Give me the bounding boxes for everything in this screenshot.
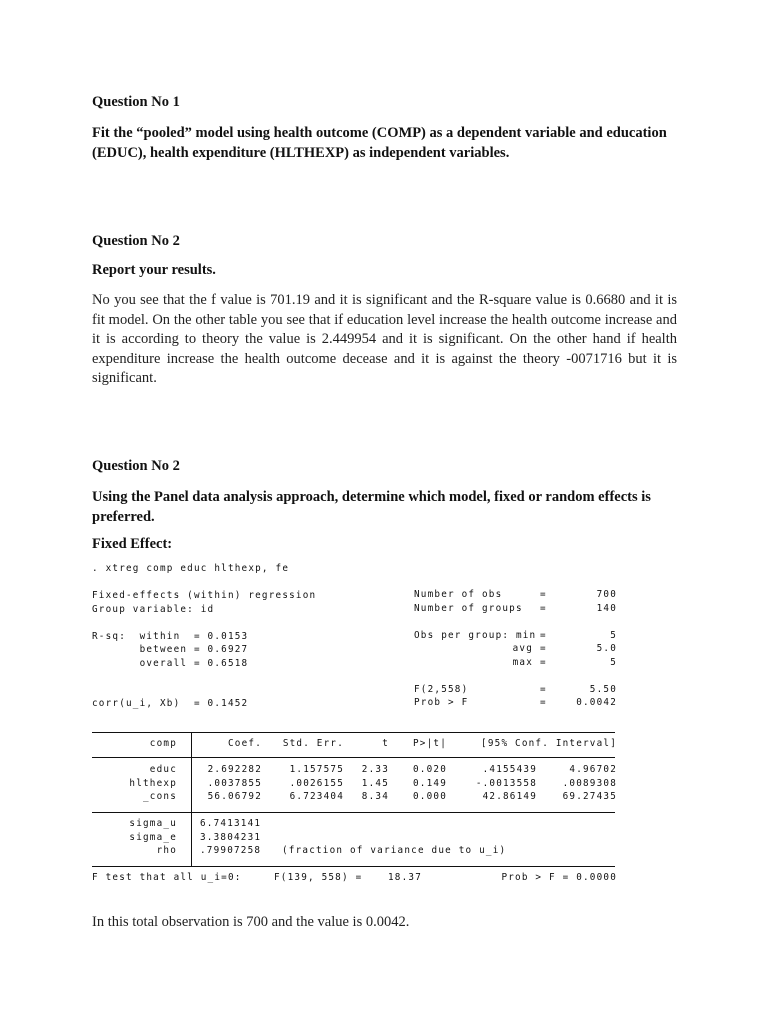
row-se: 1.157575 xyxy=(289,764,344,775)
column-header-coef: Coef. xyxy=(228,738,262,749)
header-left-line: between = 0.6927 xyxy=(92,644,249,655)
header-right-eq: = xyxy=(540,643,547,654)
ftest-label: F test that all u_i=0: xyxy=(92,872,242,883)
sigma-value: .79907258 xyxy=(200,845,262,856)
ftest-stat: F(139, 558) = xyxy=(274,872,363,883)
header-left-line: R-sq: within = 0.0153 xyxy=(92,630,249,642)
header-right-eq: = xyxy=(540,602,547,614)
header-right-value: 140 xyxy=(596,602,617,614)
sigma-var: sigma_e xyxy=(129,831,177,843)
row-ci-low: 42.86149 xyxy=(482,791,537,802)
row-t: 8.34 xyxy=(361,791,389,802)
header-right-label: max xyxy=(512,656,533,668)
row-t: 2.33 xyxy=(361,764,389,775)
header-left-line: Group variable: id xyxy=(92,603,215,615)
column-header-t: t xyxy=(382,738,389,749)
sigma-value: 3.3804231 xyxy=(200,831,262,843)
column-header-ci: [95% Conf. Interval] xyxy=(481,738,617,749)
rho-note: (fraction of variance due to u_i) xyxy=(282,845,507,856)
header-right-eq: = xyxy=(540,629,547,641)
row-se: 6.723404 xyxy=(289,791,344,802)
row-ci-low: -.0013558 xyxy=(475,777,537,789)
header-right-label: Number of groups xyxy=(414,602,523,614)
row-coef: .0037855 xyxy=(207,777,262,789)
row-ci-low: .4155439 xyxy=(482,764,537,775)
row-t: 1.45 xyxy=(361,777,389,789)
header-right-eq: = xyxy=(540,656,547,668)
header-left-line: Fixed-effects (within) regression xyxy=(92,590,317,601)
question-1-text: Fit the “pooled” model using health outcome (COMP) as a dependent variable and education (EDUC), health expenditure (HLTHEXP) as independent variables. xyxy=(92,125,667,161)
row-coef: 2.692282 xyxy=(207,764,262,775)
header-right-value: 5 xyxy=(610,629,617,641)
header-right-value: 5 xyxy=(610,656,617,668)
question-3-heading: Question No 2 xyxy=(92,458,180,474)
fixed-effect-label: Fixed Effect: xyxy=(92,536,173,552)
table-top-rule xyxy=(92,732,615,733)
header-right-value: 5.0 xyxy=(596,643,617,654)
column-header-p: P>|t| xyxy=(413,738,447,749)
question-2-subheading: Report your results. xyxy=(92,262,216,278)
sigma-value: 6.7413141 xyxy=(200,818,262,829)
ftest-prob: Prob > F = 0.0000 xyxy=(501,872,617,883)
header-right-label: F(2,558) xyxy=(414,683,469,695)
header-right-eq: = xyxy=(540,683,547,695)
column-header-se: Std. Err. xyxy=(282,738,344,749)
sigma-var: sigma_u xyxy=(129,818,177,829)
row-var: hlthexp xyxy=(129,777,177,789)
column-header-var: comp xyxy=(149,738,177,749)
row-ci-high: 4.96702 xyxy=(569,764,617,775)
header-right-value: 700 xyxy=(596,589,617,600)
row-p: 0.149 xyxy=(413,777,447,789)
header-right-value: 5.50 xyxy=(589,683,617,695)
question-2-heading: Question No 2 xyxy=(92,233,180,249)
row-ci-high: 69.27435 xyxy=(562,791,617,802)
table-bottom-rule xyxy=(92,866,615,867)
header-right-label: Prob > F xyxy=(414,697,469,708)
stata-command: . xtreg comp educ hlthexp, fe xyxy=(92,563,290,574)
sigma-var: rho xyxy=(156,845,177,856)
row-ci-high: .0089308 xyxy=(562,777,617,789)
header-left-line: overall = 0.6518 xyxy=(92,657,249,669)
header-left-line: corr(u_i, Xb) = 0.1452 xyxy=(92,698,249,709)
row-var: educ xyxy=(149,764,177,775)
row-p: 0.000 xyxy=(413,791,447,802)
ftest-value: 18.37 xyxy=(388,872,422,883)
stata-output xyxy=(92,562,617,892)
header-right-eq: = xyxy=(540,697,547,708)
header-right-label: Obs per group: min xyxy=(414,629,537,641)
header-right-value: 0.0042 xyxy=(576,697,617,708)
table-header-rule xyxy=(92,757,615,758)
row-se: .0026155 xyxy=(289,777,344,789)
question-3-text: Using the Panel data analysis approach, determine which model, fixed or random effects is preferred. xyxy=(92,489,651,525)
header-right-label: Number of obs xyxy=(414,589,503,600)
row-p: 0.020 xyxy=(413,764,447,775)
table-mid-rule xyxy=(92,812,615,813)
question-2-answer: No you see that the f value is 701.19 and it is significant and the R-square value is 0.6680 and it is fit model. On the other table you see that if education level increase the health outcome increase and it is according to theory the value is 2.449954 and it is significant. On the other hand if health expenditure increase the health outcome decease and it is against the theory -0071716 but it is significant. xyxy=(92,292,677,386)
row-var: _cons xyxy=(143,791,177,802)
sigma-vertical-rule xyxy=(191,812,192,866)
header-right-label: avg xyxy=(512,643,533,654)
row-coef: 56.06792 xyxy=(207,791,262,802)
header-right-eq: = xyxy=(540,589,547,600)
conclusion-text: In this total observation is 700 and the value is 0.0042. xyxy=(92,914,410,930)
question-1-heading: Question No 1 xyxy=(92,94,180,110)
